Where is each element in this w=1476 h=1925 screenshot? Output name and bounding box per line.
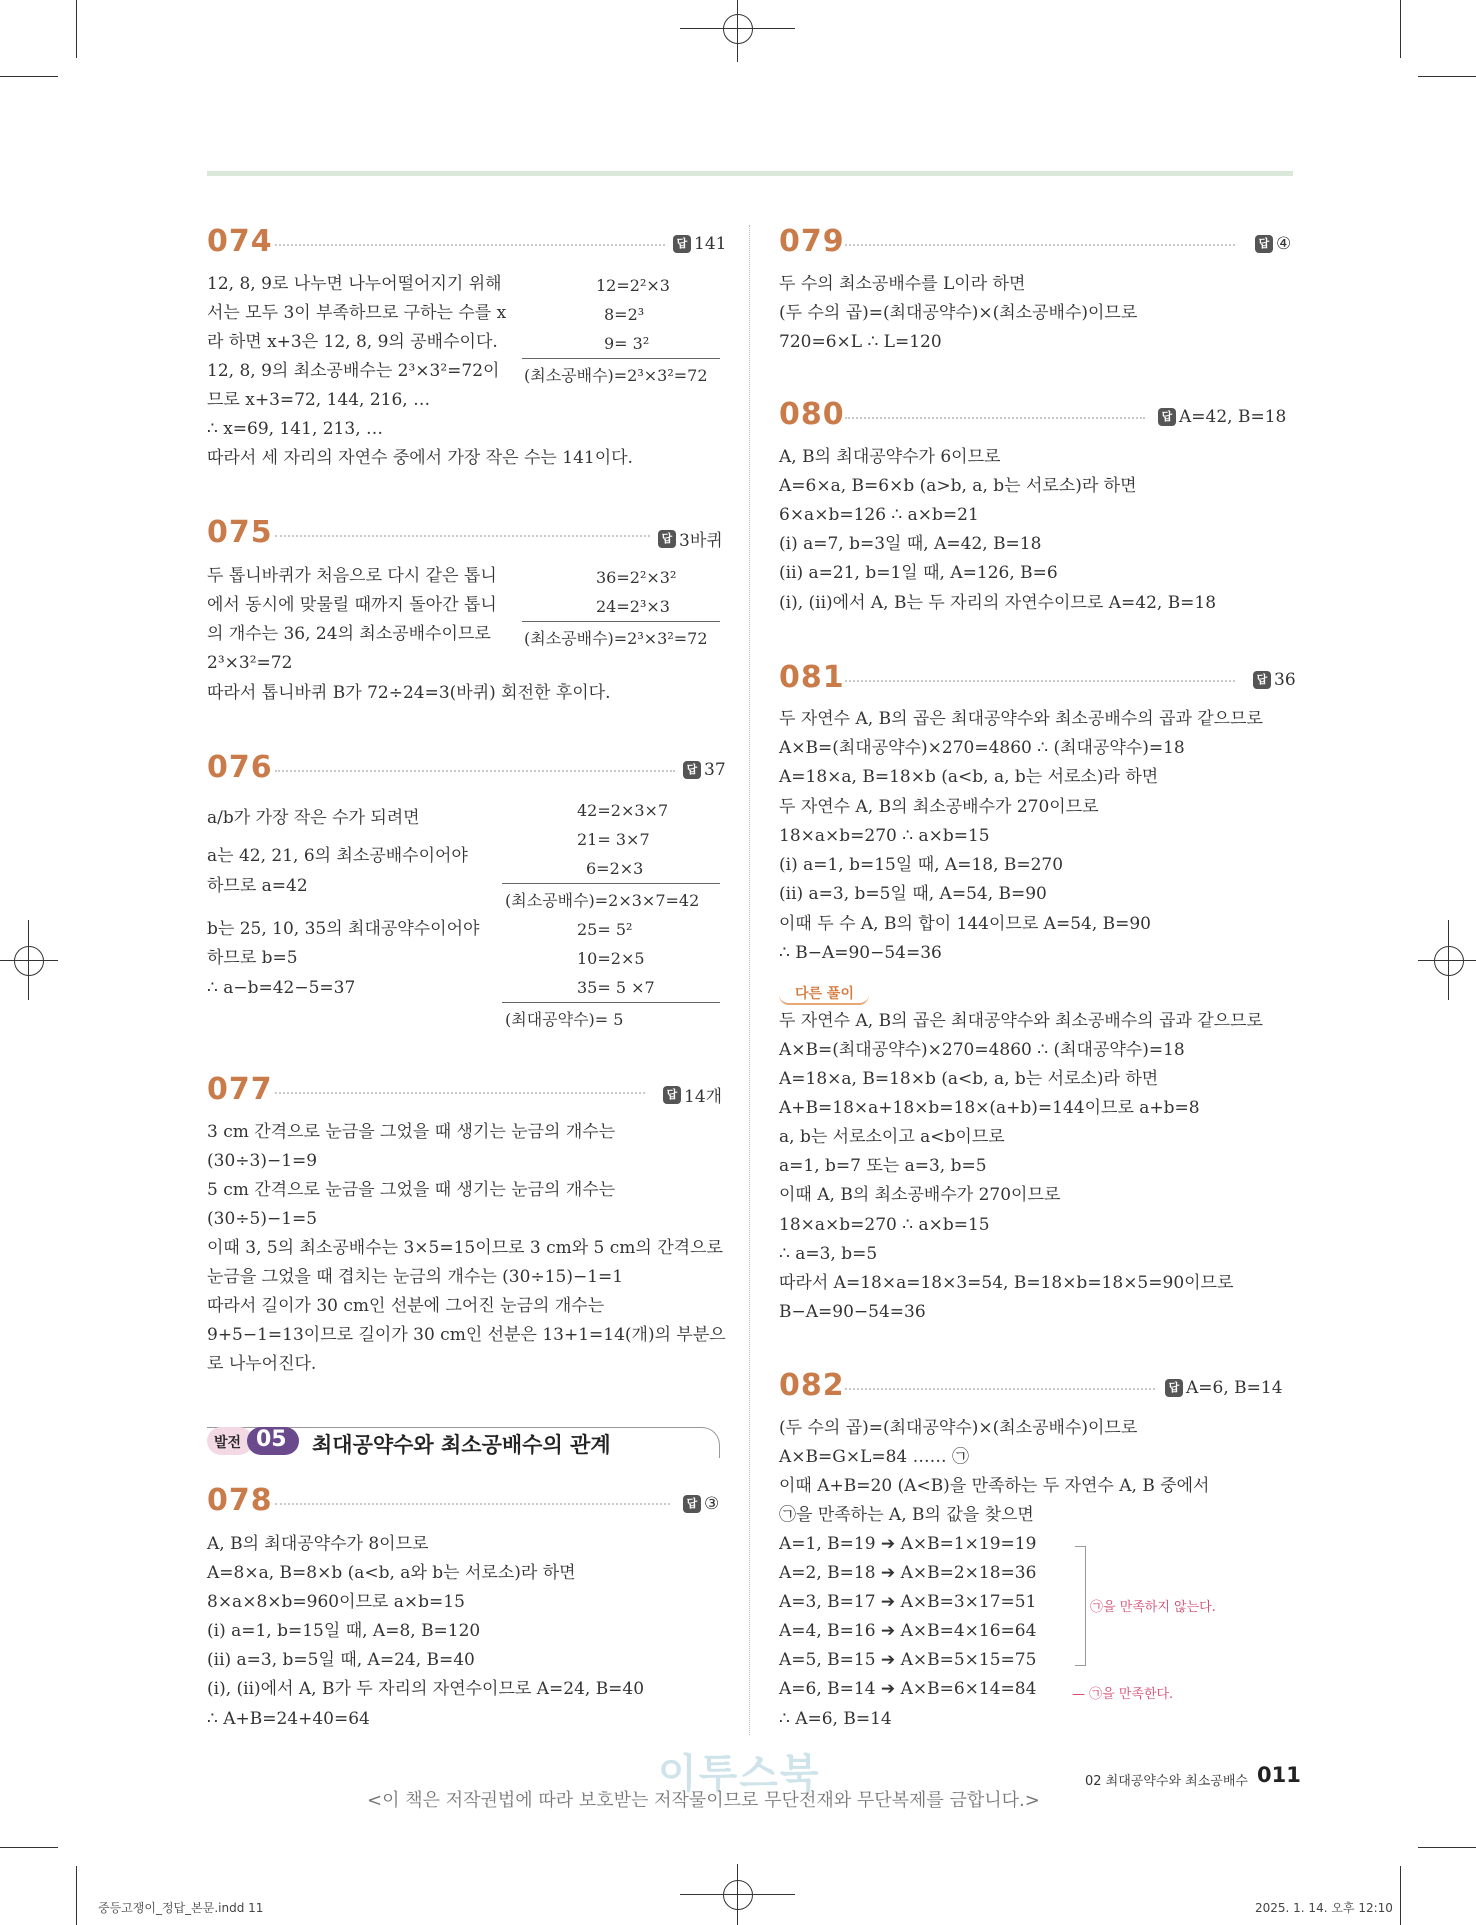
problem-081-alt-line-5: a, b는 서로소이고 a<b이므로 bbox=[779, 1127, 1005, 1147]
copyright-notice: <이 책은 저작권법에 따라 보호받는 저작물이므로 무단전재와 무단복제를 금합니다.> bbox=[367, 1790, 1040, 1811]
problem-077-line-1: 3 cm 간격으로 눈금을 그었을 때 생기는 눈금의 개수는 bbox=[207, 1122, 616, 1142]
problem-078-line-1: A, B의 최대공약수가 8이므로 bbox=[207, 1534, 429, 1554]
problem-076-number: 076 bbox=[207, 750, 273, 785]
problem-081-line-4: 두 자연수 A, B의 최소공배수가 270이므로 bbox=[779, 797, 1099, 817]
problem-075-line-2: 에서 동시에 맞물릴 때까지 돌아간 톱니 bbox=[207, 595, 497, 615]
problem-081-line-9: ∴ B−A=90−54=36 bbox=[779, 943, 942, 963]
problem-075-calc-3: (최소공배수)=2³×3²=72 bbox=[524, 629, 708, 648]
problem-079-dots bbox=[845, 244, 1235, 246]
problem-081-dots bbox=[845, 680, 1235, 682]
problem-081-alt-line-9: ∴ a=3, b=5 bbox=[779, 1244, 878, 1264]
problem-081-alt-line-2: A×B=(최대공약수)×270=4860 ∴ (최대공약수)=18 bbox=[779, 1040, 1185, 1060]
problem-081-line-1: 두 자연수 A, B의 곱은 최대공약수와 최소공배수의 곱과 같으므로 bbox=[779, 709, 1263, 729]
problem-076-line-5: 하므로 b=5 bbox=[207, 948, 298, 968]
problem-081-alt-line-6: a=1, b=7 또는 a=3, b=5 bbox=[779, 1156, 987, 1176]
problem-076-line-1: a/b가 가장 작은 수가 되려면 bbox=[207, 808, 420, 828]
problem-082-line-2: A×B=G×L=84 …… ㉠ bbox=[779, 1447, 970, 1467]
problem-076-calc-rule-2 bbox=[502, 1002, 720, 1003]
problem-074-dots bbox=[275, 244, 665, 246]
problem-075-number: 075 bbox=[207, 515, 273, 550]
problem-076-calc-8: (최대공약수)= 5 bbox=[505, 1010, 624, 1029]
problem-076-calc-5: 25= 5² bbox=[577, 920, 633, 939]
problem-077-line-7: 따라서 길이가 30 cm인 선분에 그어진 눈금의 개수는 bbox=[207, 1296, 605, 1316]
problem-079-line-3: 720=6×L ∴ L=120 bbox=[779, 332, 942, 352]
problem-074-calc-3: 9= 3² bbox=[604, 334, 650, 353]
problem-079-answer: 답 ④ bbox=[1255, 234, 1291, 254]
problem-082-line-8: A=4, B=16 ➔ A×B=4×16=64 bbox=[779, 1621, 1037, 1641]
problem-081-alt-line-11: B−A=90−54=36 bbox=[779, 1302, 926, 1322]
problem-078-line-4: (i) a=1, b=15일 때, A=8, B=120 bbox=[207, 1621, 481, 1641]
problem-076-calc-4: (최소공배수)=2×3×7=42 bbox=[505, 891, 700, 910]
chapter-label: 02 최대공약수와 최소공배수 bbox=[1085, 1774, 1248, 1789]
problem-082-number: 082 bbox=[779, 1368, 845, 1403]
problem-076-calc-7: 35= 5 ×7 bbox=[577, 978, 655, 997]
problem-077-line-6: 눈금을 그었을 때 겹치는 눈금의 개수는 (30÷15)−1=1 bbox=[207, 1267, 624, 1287]
answer-icon: 답 bbox=[1165, 1379, 1183, 1397]
problem-075-line-3: 의 개수는 36, 24의 최소공배수이므로 bbox=[207, 624, 491, 644]
problem-081-line-7: (ii) a=3, b=5일 때, A=54, B=90 bbox=[779, 884, 1047, 904]
problem-079-line-1: 두 수의 최소공배수를 L이라 하면 bbox=[779, 274, 1026, 294]
problem-075-calc-2: 24=2³×3 bbox=[596, 597, 670, 616]
section-title: 최대공약수와 최소공배수의 관계 bbox=[312, 1433, 611, 1457]
problem-081-alt-line-7: 이때 A, B의 최소공배수가 270이므로 bbox=[779, 1185, 1061, 1205]
problem-082-line-3: 이때 A+B=20 (A<B)을 만족하는 두 자연수 A, B 중에서 bbox=[779, 1476, 1210, 1496]
problem-074-answer: 답 141 bbox=[673, 234, 726, 254]
column-divider bbox=[749, 225, 750, 1735]
problem-076-calc-rule-1 bbox=[502, 883, 720, 884]
problem-074-calc-1: 12=2²×3 bbox=[596, 276, 670, 295]
problem-080-line-5: (ii) a=21, b=1일 때, A=126, B=6 bbox=[779, 563, 1058, 583]
problem-077-dots bbox=[275, 1092, 645, 1094]
problem-079-number: 079 bbox=[779, 224, 845, 259]
problem-076-line-6: ∴ a−b=42−5=37 bbox=[207, 978, 356, 998]
answer-icon: 답 bbox=[683, 1495, 701, 1513]
problem-082-line-1: (두 수의 곱)=(최대공약수)×(최소공배수)이므로 bbox=[779, 1418, 1138, 1438]
problem-077-line-2: (30÷3)−1=9 bbox=[207, 1151, 318, 1171]
problem-082-bracket bbox=[1075, 1546, 1086, 1666]
problem-075-line-4: 2³×3²=72 bbox=[207, 653, 293, 673]
problem-074-calc-4: (최소공배수)=2³×3²=72 bbox=[524, 366, 708, 385]
problem-077-line-4: (30÷5)−1=5 bbox=[207, 1209, 318, 1229]
problem-074-line-1: 12, 8, 9로 나누면 나누어떨어지기 위해 bbox=[207, 274, 502, 294]
problem-077-answer: 답 14개 bbox=[663, 1082, 722, 1107]
page-number: 011 bbox=[1257, 1763, 1301, 1787]
problem-077-line-9: 로 나누어진다. bbox=[207, 1354, 317, 1374]
problem-076-calc-2: 21= 3×7 bbox=[577, 830, 650, 849]
timestamp-label: 2025. 1. 14. 오후 12:10 bbox=[1255, 1901, 1393, 1915]
problem-074-number: 074 bbox=[207, 224, 273, 259]
problem-078-dots bbox=[275, 1503, 670, 1505]
problem-079-line-2: (두 수의 곱)=(최대공약수)×(최소공배수)이므로 bbox=[779, 303, 1138, 323]
problem-076-line-2: a는 42, 21, 6의 최소공배수이어야 bbox=[207, 846, 468, 866]
problem-082-line-4: ㉠을 만족하는 A, B의 값을 찾으면 bbox=[779, 1505, 1034, 1525]
problem-082-line-10: A=6, B=14 ➔ A×B=6×14=84 bbox=[779, 1679, 1037, 1699]
problem-074-line-6: ∴ x=69, 141, 213, … bbox=[207, 419, 384, 439]
problem-074-calc-rule bbox=[522, 358, 720, 359]
problem-075-calc-1: 36=2²×3² bbox=[596, 568, 677, 587]
problem-082-line-11: ∴ A=6, B=14 bbox=[779, 1709, 892, 1729]
problem-075-line-5: 따라서 톱니바퀴 B가 72÷24=3(바퀴) 회전한 후이다. bbox=[207, 683, 611, 703]
problem-076-calc-1: 42=2×3×7 bbox=[577, 801, 669, 820]
problem-078-line-5: (ii) a=3, b=5일 때, A=24, B=40 bbox=[207, 1650, 475, 1670]
problem-080-dots bbox=[845, 417, 1145, 419]
problem-077-number: 077 bbox=[207, 1072, 273, 1107]
problem-082-line-6: A=2, B=18 ➔ A×B=2×18=36 bbox=[779, 1563, 1037, 1583]
section-tag: 발전 bbox=[214, 1435, 242, 1451]
problem-074-line-7: 따라서 세 자리의 자연수 중에서 가장 작은 수는 141이다. bbox=[207, 448, 633, 468]
problem-082-note-yes: — ㉠을 만족한다. bbox=[1072, 1687, 1174, 1702]
problem-080-line-1: A, B의 최대공약수가 6이므로 bbox=[779, 447, 1001, 467]
problem-076-calc-6: 10=2×5 bbox=[577, 949, 645, 968]
problem-074-line-4: 12, 8, 9의 최소공배수는 2³×3²=72이 bbox=[207, 361, 500, 381]
answer-icon: 답 bbox=[683, 761, 701, 779]
problem-080-line-2: A=6×a, B=6×b (a>b, a, b는 서로소)라 하면 bbox=[779, 476, 1137, 496]
answer-icon: 답 bbox=[1253, 671, 1271, 689]
answer-icon: 답 bbox=[1255, 235, 1273, 253]
problem-074-line-5: 므로 x+3=72, 144, 216, … bbox=[207, 390, 431, 410]
problem-080-line-4: (i) a=7, b=3일 때, A=42, B=18 bbox=[779, 534, 1042, 554]
problem-074-line-3: 라 하면 x+3은 12, 8, 9의 공배수이다. bbox=[207, 332, 498, 352]
problem-081-answer: 답 36 bbox=[1253, 670, 1296, 690]
problem-081-line-2: A×B=(최대공약수)×270=4860 ∴ (최대공약수)=18 bbox=[779, 738, 1185, 758]
problem-075-line-1: 두 톱니바퀴가 처음으로 다시 같은 톱니 bbox=[207, 566, 497, 586]
problem-078-line-7: ∴ A+B=24+40=64 bbox=[207, 1709, 370, 1729]
problem-082-answer: 답 A=6, B=14 bbox=[1165, 1378, 1283, 1398]
problem-076-line-3: 하므로 a=42 bbox=[207, 876, 308, 896]
problem-077-line-3: 5 cm 간격으로 눈금을 그었을 때 생기는 눈금의 개수는 bbox=[207, 1180, 616, 1200]
problem-077-line-8: 9+5−1=13이므로 길이가 30 cm인 선분은 13+1=14(개)의 부분으 bbox=[207, 1325, 726, 1345]
problem-081-alt-line-8: 18×a×b=270 ∴ a×b=15 bbox=[779, 1215, 990, 1235]
problem-075-dots bbox=[275, 535, 650, 537]
problem-075-answer: 답 3바퀴 bbox=[658, 526, 723, 551]
answer-icon: 답 bbox=[673, 235, 691, 253]
problem-080-answer: 답 A=42, B=18 bbox=[1158, 407, 1286, 427]
section-number: 05 bbox=[256, 1427, 287, 1452]
problem-081-alt-line-3: A=18×a, B=18×b (a<b, a, b는 서로소)라 하면 bbox=[779, 1069, 1159, 1089]
problem-082-line-7: A=3, B=17 ➔ A×B=3×17=51 bbox=[779, 1592, 1037, 1612]
problem-077-line-5: 이때 3, 5의 최소공배수는 3×5=15이므로 3 cm와 5 cm의 간격으로 bbox=[207, 1238, 723, 1258]
answer-icon: 답 bbox=[658, 530, 676, 548]
problem-081-line-8: 이때 두 수 A, B의 합이 144이므로 A=54, B=90 bbox=[779, 914, 1151, 934]
problem-081-alt-line-10: 따라서 A=18×a=18×3=54, B=18×b=18×5=90이므로 bbox=[779, 1273, 1234, 1293]
problem-080-line-3: 6×a×b=126 ∴ a×b=21 bbox=[779, 505, 979, 525]
problem-080-number: 080 bbox=[779, 397, 845, 432]
problem-078-line-6: (i), (ii)에서 A, B가 두 자리의 자연수이므로 A=24, B=40 bbox=[207, 1679, 645, 1699]
problem-081-alt-line-1: 두 자연수 A, B의 곱은 최대공약수와 최소공배수의 곱과 같으므로 bbox=[779, 1011, 1263, 1031]
problem-081-line-6: (i) a=1, b=15일 때, A=18, B=270 bbox=[779, 855, 1064, 875]
watermark-logo: 이투스북 bbox=[658, 1751, 821, 1797]
problem-078-line-2: A=8×a, B=8×b (a<b, a와 b는 서로소)라 하면 bbox=[207, 1563, 576, 1583]
problem-082-line-5: A=1, B=19 ➔ A×B=1×19=19 bbox=[779, 1534, 1037, 1554]
problem-076-answer: 답 37 bbox=[683, 760, 726, 780]
problem-081-alt-line-4: A+B=18×a+18×b=18×(a+b)=144이므로 a+b=8 bbox=[779, 1098, 1200, 1118]
problem-078-number: 078 bbox=[207, 1483, 273, 1518]
problem-076-line-4: b는 25, 10, 35의 최대공약수이어야 bbox=[207, 919, 480, 939]
problem-080-line-6: (i), (ii)에서 A, B는 두 자리의 자연수이므로 A=42, B=18 bbox=[779, 593, 1217, 613]
problem-082-line-9: A=5, B=15 ➔ A×B=5×15=75 bbox=[779, 1650, 1037, 1670]
problem-078-line-3: 8×a×8×b=960이므로 a×b=15 bbox=[207, 1592, 465, 1612]
problem-076-dots bbox=[275, 770, 675, 772]
answer-icon: 답 bbox=[663, 1086, 681, 1104]
problem-081-number: 081 bbox=[779, 660, 845, 695]
problem-078-answer: 답 ③ bbox=[683, 1494, 719, 1514]
problem-081-line-3: A=18×a, B=18×b (a<b, a, b는 서로소)라 하면 bbox=[779, 767, 1159, 787]
problem-081-line-5: 18×a×b=270 ∴ a×b=15 bbox=[779, 826, 990, 846]
file-label: 중등고쟁이_정답_본문.indd 11 bbox=[98, 1901, 264, 1915]
problem-074-line-2: 서는 모두 3이 부족하므로 구하는 수를 x bbox=[207, 303, 507, 323]
top-color-bar bbox=[207, 171, 1293, 176]
problem-074-calc-2: 8=2³ bbox=[604, 305, 645, 324]
problem-076-calc-3: 6=2×3 bbox=[586, 859, 644, 878]
problem-082-dots bbox=[845, 1388, 1155, 1390]
problem-075-calc-rule bbox=[522, 621, 720, 622]
problem-082-note-no: ㉠을 만족하지 않는다. bbox=[1090, 1600, 1216, 1615]
answer-icon: 답 bbox=[1158, 408, 1176, 426]
